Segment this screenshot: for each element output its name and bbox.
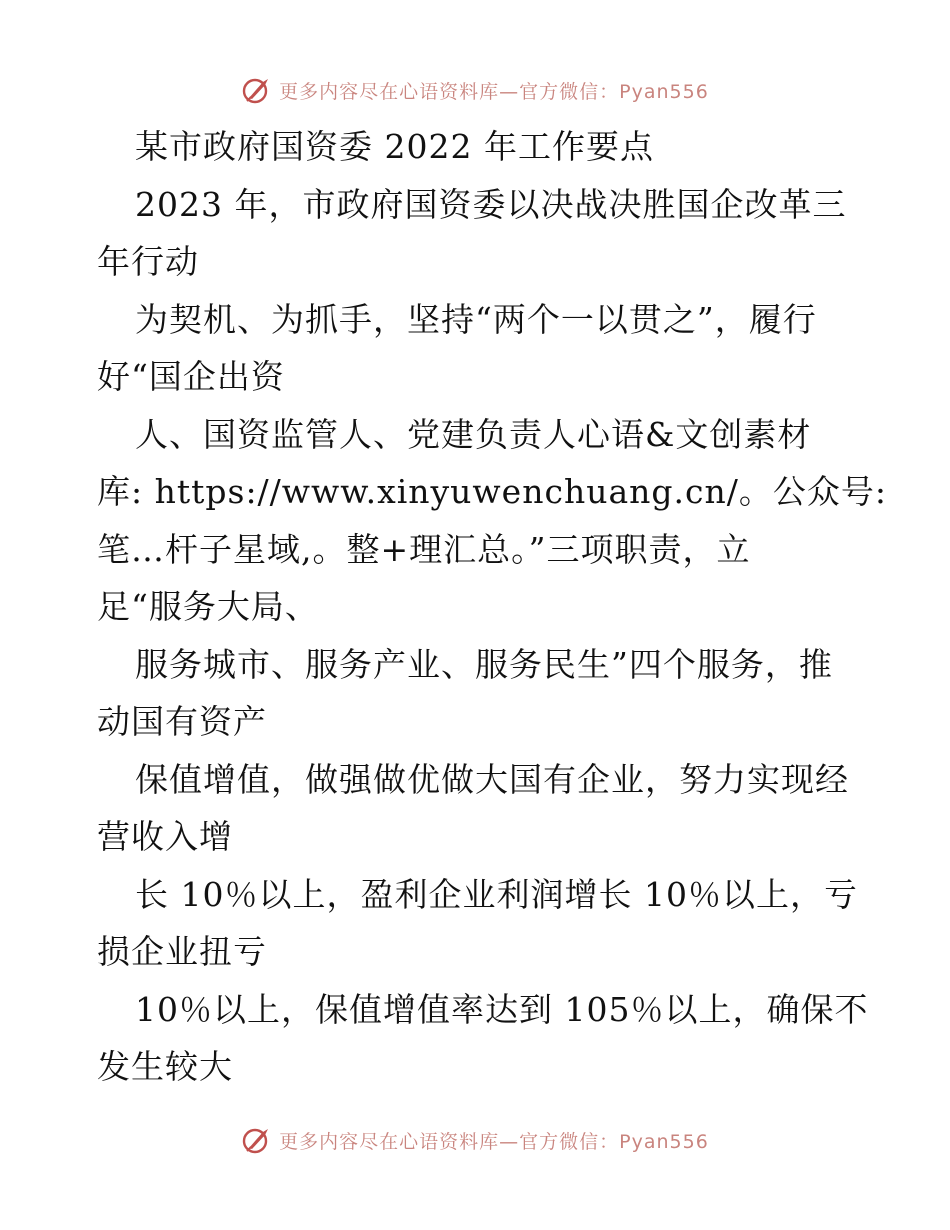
- header-watermark-banner: [0, 70, 950, 110]
- paragraph-line: 好“国企出资: [97, 357, 285, 396]
- paragraph-line: 人、国资监管人、党建负责人心语&文创素材: [135, 414, 812, 454]
- paragraph-line: 为契机、为抓手，坚持“两个一以贯之”，履行: [135, 299, 817, 339]
- quill-pen-logo-icon: [241, 1124, 273, 1156]
- quill-pen-logo-icon: [241, 74, 273, 106]
- paragraph-line: 笔…杆子星域,。整+理汇总。”三项职责，立: [97, 529, 751, 569]
- paragraph-line: 发生较大: [97, 1047, 233, 1086]
- watermark-text: 更多内容尽在心语资料库—官方微信：Pyan556: [279, 80, 709, 103]
- paragraph-line: 长 10％以上，盈利企业利润增长 10％以上，亏: [135, 874, 858, 914]
- paragraph-line: 2023 年，市政府国资委以决战决胜国企改革三: [135, 184, 847, 224]
- paragraph-line: 营收入增: [97, 817, 233, 856]
- paragraph-line: 库: https://www.xinyuwenchuang.cn/。公众号:: [97, 472, 887, 511]
- paragraph-line: 10％以上，保值增值率达到 105％以上，确保不: [135, 989, 869, 1029]
- footer-watermark-banner: [0, 1120, 950, 1160]
- paragraph-line: 服务城市、服务产业、服务民生”四个服务，推: [135, 644, 833, 684]
- paragraph-line: 足“服务大局、: [97, 587, 319, 626]
- paragraph-line: 动国有资产: [97, 702, 267, 741]
- document-title: 某市政府国资委 2022 年工作要点: [135, 127, 654, 166]
- paragraph-line: 保值增值，做强做优做大国有企业，努力实现经: [135, 759, 849, 799]
- paragraph-line: 年行动: [97, 242, 199, 281]
- watermark-text: 更多内容尽在心语资料库—官方微信：Pyan556: [279, 1130, 709, 1153]
- document-body: [97, 118, 887, 1096]
- paragraph-line: 损企业扭亏: [97, 932, 267, 971]
